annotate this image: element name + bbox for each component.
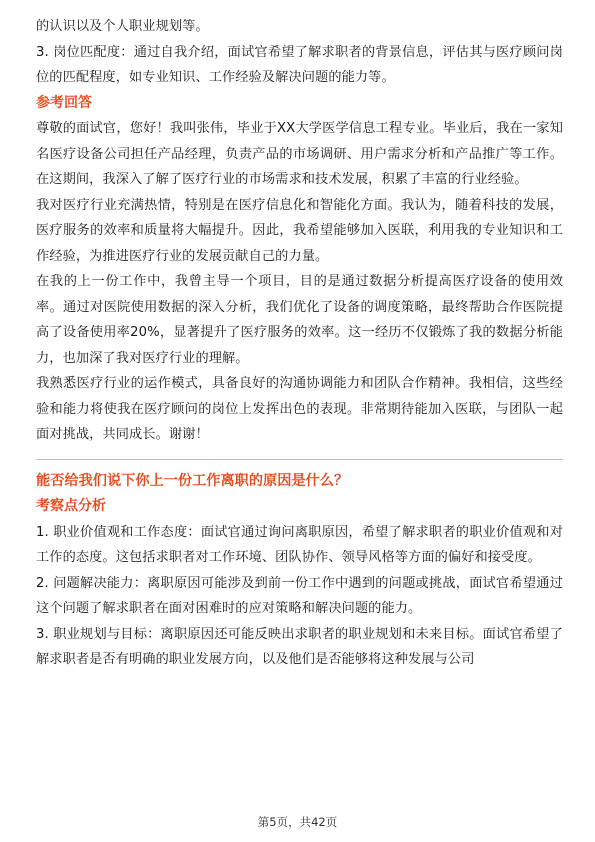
intro-tail-text: 的认识以及个人职业规划等。 — [36, 19, 209, 34]
page-number-footer: 第5页，共42页 — [257, 815, 338, 829]
answer-paragraph-1: 尊敬的面试官，您好！我叫张伟，毕业于XX大学医学信息工程专业。毕业后，我在一家知名医疗设备公司担任产品经理，负责产品的市场调研、用户需求分析和产品推广等工作。在这期间，我深入了解了医疗行业的市场需求和技术发展，积累了丰富的行业经验。 — [36, 121, 563, 187]
section-divider — [36, 459, 563, 460]
point-3-job-fit: 3. 岗位匹配度：通过自我介绍，面试官希望了解求职者的背景信息，评估其与医疗顾问岗位的匹配程度，如专业知识、工作经验及解决问题的能力等。 — [36, 44, 563, 85]
answer-paragraph-3: 在我的上一份工作中，我曾主导一个项目，目的是通过数据分析提高医疗设备的使用效率。通过对医院使用数据的深入分析，我们优化了设备的调度策略，最终帮助合作医院提高了设备使用率20%，显著提升了医疗服务的效率。这一经历不仅锻炼了我的数据分析能力，也加深了我对医疗行业的理解。 — [36, 274, 563, 366]
answer-paragraph-4: 我熟悉医疗行业的运作模式，具备良好的沟通协调能力和团队合作精神。我相信，这些经验和能力将使我在医疗顾问的岗位上发挥出色的表现。非常期待能加入医联，与团队一起面对挑战，共同成长。谢谢！ — [36, 376, 563, 442]
analysis-point-2: 2. 问题解决能力：离职原因可能涉及到前一份工作中遇到的问题或挑战，面试官希望通过这个问题了解求职者在面对困难时的应对策略和解决问题的能力。 — [36, 575, 563, 616]
analysis-point-1: 1. 职业价值观和工作态度：面试官通过询问离职原因，希望了解求职者的职业价值观和对工作的态度。这包括求职者对工作环境、团队协作、领导风格等方面的偏好和接受度。 — [36, 524, 563, 565]
analysis-point-3: 3. 职业规划与目标：离职原因还可能反映出求职者的职业规划和未来目标。面试官希望了解求职者是否有明确的职业发展方向，以及他们是否能够将这种发展与公司 — [36, 626, 563, 667]
analysis-section-title: 考察点分析 — [36, 498, 106, 514]
answer-paragraph-2: 我对医疗行业充满热情，特别是在医疗信息化和智能化方面。我认为，随着科技的发展，医疗服务的效率和质量将大幅提升。因此，我希望能够加入医联，利用我的专业知识和工作经验，为推进医疗行业的发展贡献自己的力量。 — [36, 197, 563, 264]
question-title: 能否给我们说下你上一份工作离职的原因是什么？ — [36, 472, 349, 489]
page-content — [36, 14, 563, 673]
answer-section-title: 参考回答 — [36, 94, 92, 111]
